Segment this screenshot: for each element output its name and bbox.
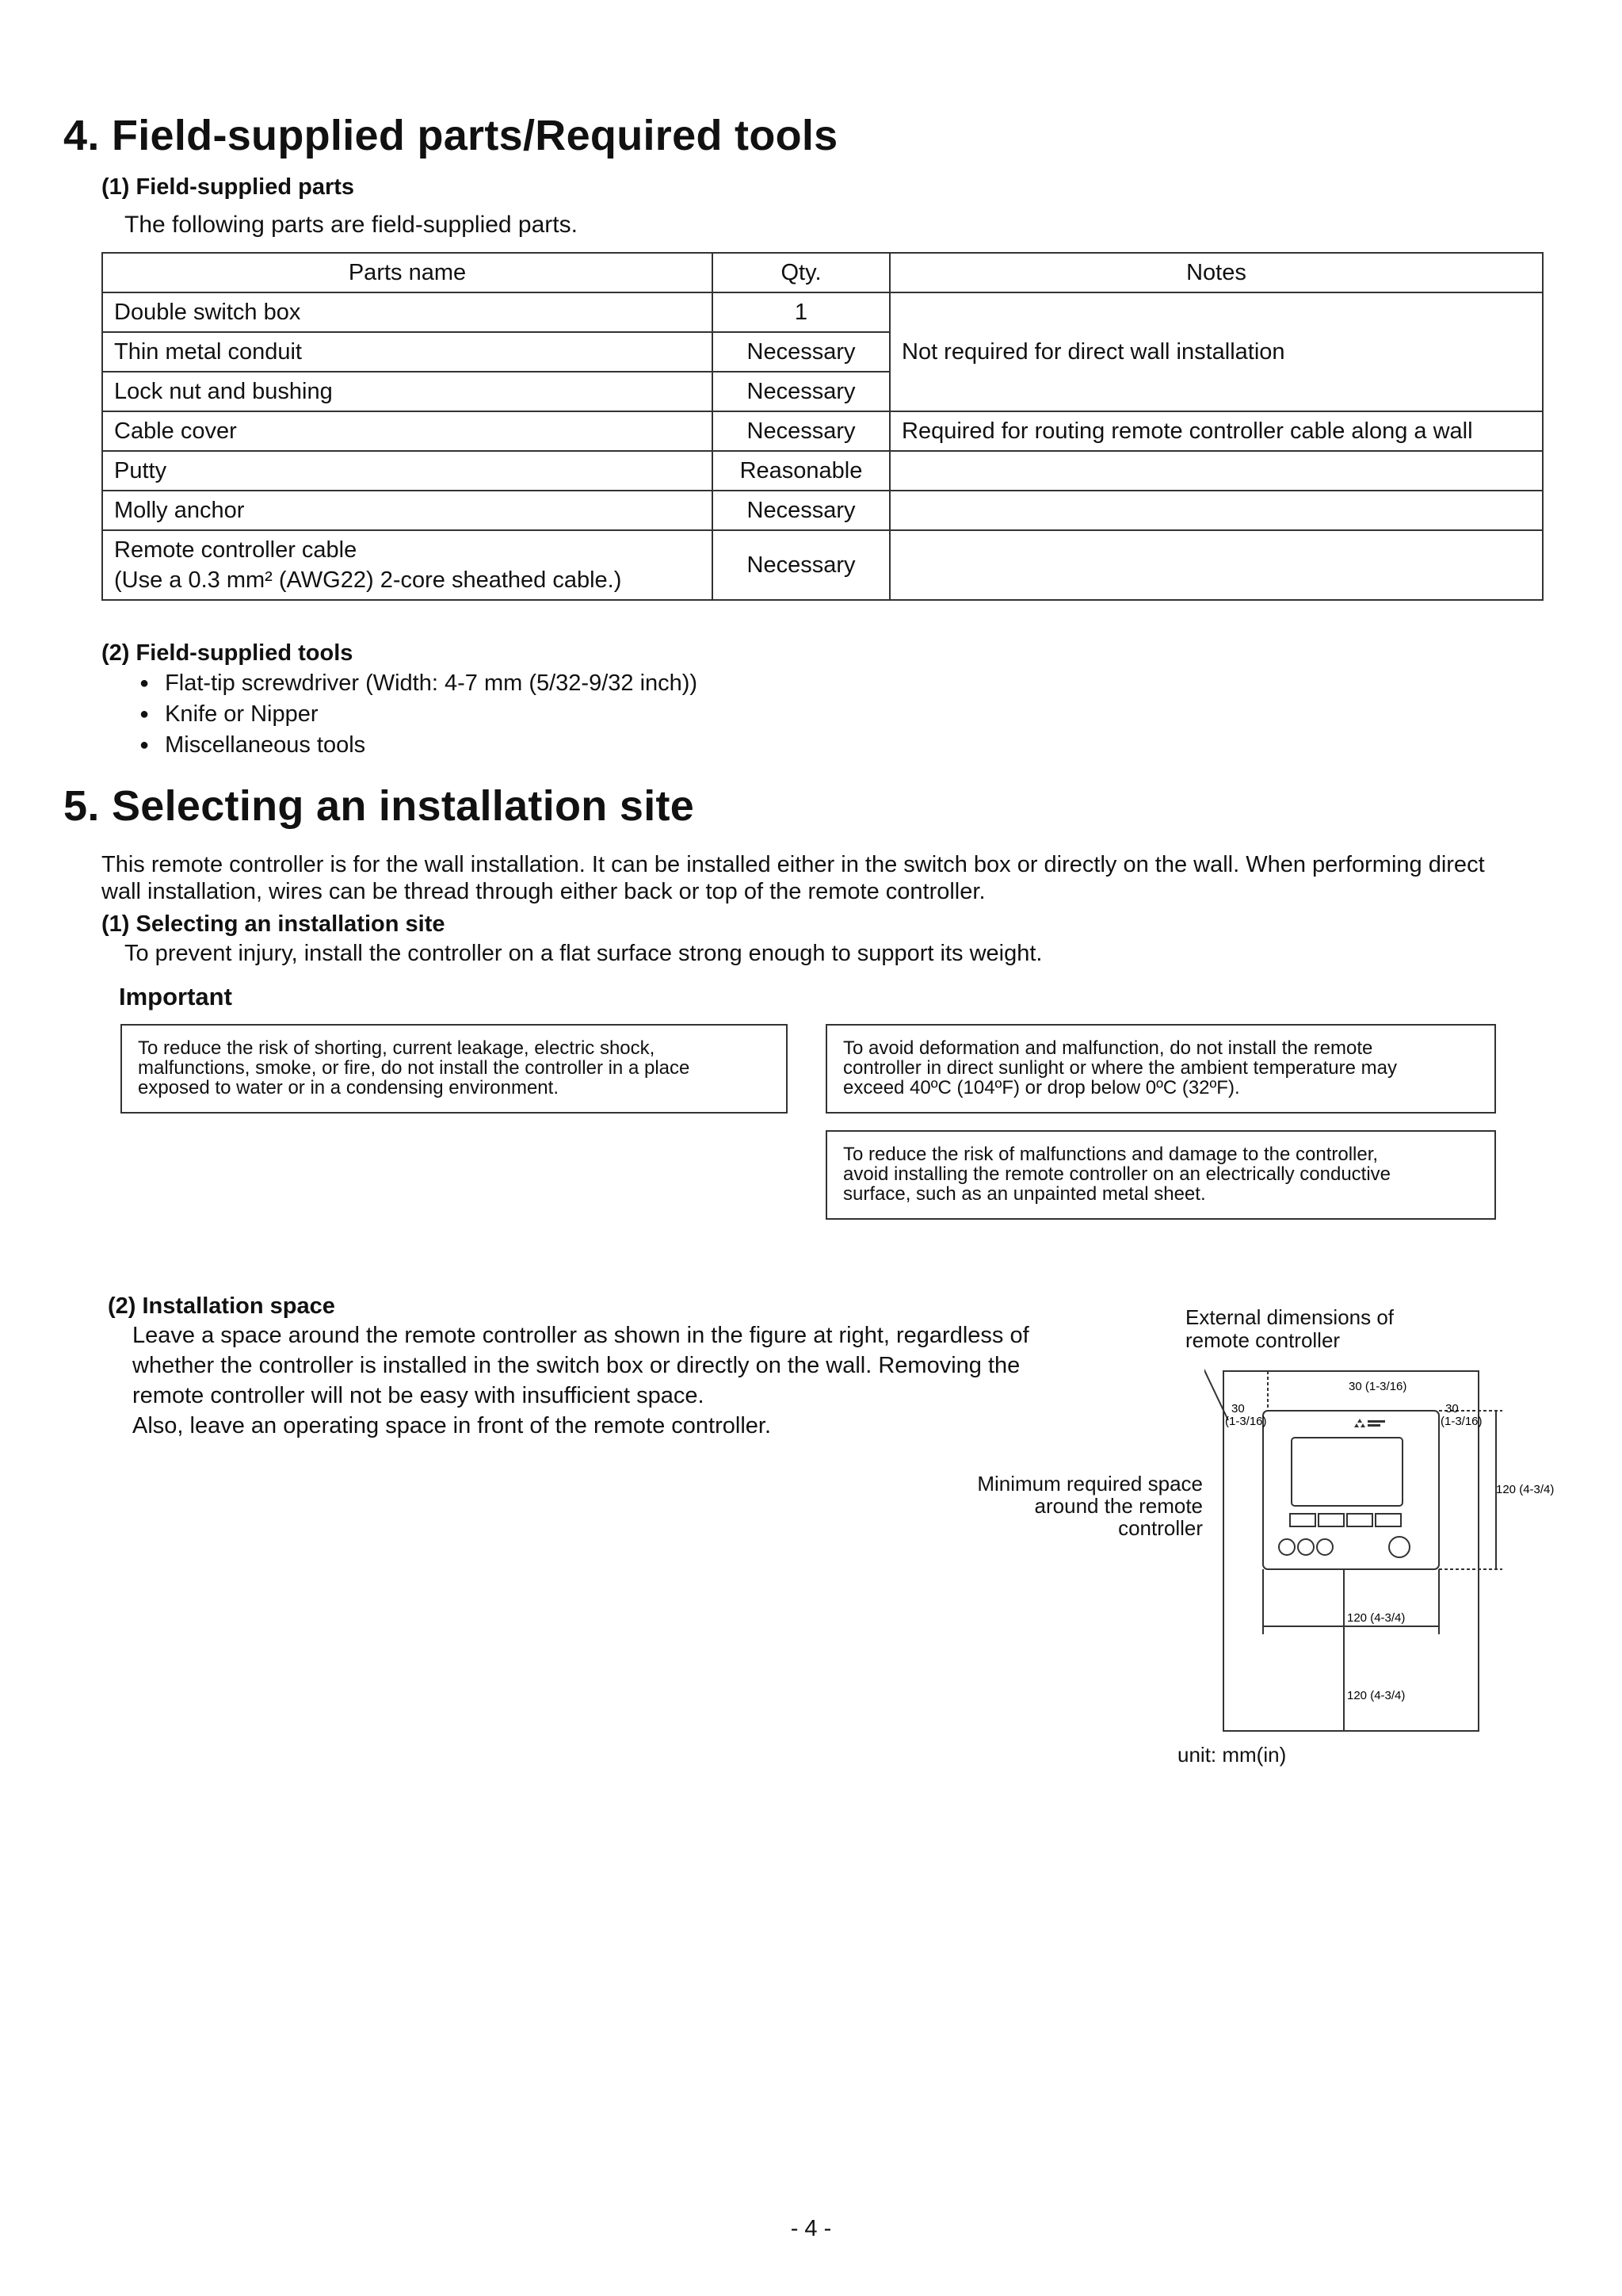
list-item: ● Miscellaneous tools <box>139 731 697 762</box>
table-row <box>102 411 1543 451</box>
box-line: exposed to water or in a condensing environment. <box>138 1077 559 1098</box>
part-name: Molly anchor <box>102 491 712 530</box>
installation-space-diagram <box>1204 1347 1569 1759</box>
box-line: controller in direct sunlight or where the ambient temperature may <box>843 1057 1397 1079</box>
part-qty: 1 <box>712 292 890 332</box>
dim-width-label: 120 (4-3/4) <box>1347 1611 1406 1625</box>
note-empty <box>890 491 1543 530</box>
part-qty: Necessary <box>712 332 890 372</box>
part-name: Thin metal conduit <box>102 332 712 372</box>
parts-intro: The following parts are field-supplied parts. <box>124 212 578 238</box>
parts-table <box>101 252 1544 601</box>
dim-right-label: 30 <box>1445 1402 1459 1415</box>
unit-label: unit: mm(in) <box>1177 1743 1287 1767</box>
leader-line <box>1204 1354 1228 1420</box>
function-button <box>1376 1514 1401 1526</box>
header-parts-name: Parts name <box>102 253 712 292</box>
function-button <box>1319 1514 1344 1526</box>
brand-logo-icon <box>1354 1419 1385 1427</box>
remote-controller-body <box>1263 1411 1439 1569</box>
min-space-label <box>919 1473 1203 1539</box>
table-row <box>102 530 1543 600</box>
section-5-intro <box>101 851 1485 905</box>
box-line: To avoid deformation and malfunction, do not install the remote <box>843 1037 1373 1059</box>
part-name <box>102 530 712 600</box>
intro-line: wall installation, wires can be thread through either back or top of the remote controller. <box>101 879 986 904</box>
subsection-heading-tools: (2) Field-supplied tools <box>101 640 353 666</box>
box-line: malfunctions, smoke, or fire, do not install the controller in a place <box>138 1057 690 1079</box>
part-qty: Reasonable <box>712 451 890 491</box>
subsection-heading-site: (1) Selecting an installation site <box>101 911 445 937</box>
function-button <box>1290 1514 1315 1526</box>
intro-line: This remote controller is for the wall installation. It can be installed either in the switch box or directly on the wall. When performing direct <box>101 852 1485 877</box>
dim-left-label: 30 <box>1231 1402 1245 1415</box>
important-box-sunlight <box>826 1024 1496 1114</box>
function-button <box>1347 1514 1372 1526</box>
label-line: remote controller <box>1185 1328 1341 1352</box>
text-line: remote controller will not be easy with insufficient space. <box>132 1383 704 1408</box>
list-item: ● Knife or Nipper <box>139 700 697 731</box>
box-line: exceed 40ºC (104ºF) or drop below 0ºC (32ºF). <box>843 1077 1240 1098</box>
part-name-line2: (Use a 0.3 mm² (AWG22) 2-core sheathed cable.) <box>114 567 622 593</box>
note-empty <box>890 530 1543 600</box>
dim-height-label: 120 (4-3/4) <box>1496 1483 1555 1496</box>
tools-list <box>139 669 697 762</box>
text-line: Also, leave an operating space in front of the remote controller. <box>132 1413 772 1438</box>
page-number: - 4 - <box>790 2216 832 2241</box>
external-dimensions-label <box>1185 1306 1394 1352</box>
note-empty <box>890 451 1543 491</box>
important-box-conductive <box>826 1130 1496 1220</box>
important-box-water <box>120 1024 788 1114</box>
label-line: Minimum required space <box>977 1472 1203 1496</box>
header-qty: Qty. <box>712 253 890 292</box>
part-name: Lock nut and bushing <box>102 372 712 411</box>
part-name: Double switch box <box>102 292 712 332</box>
box-line: surface, such as an unpainted metal sheet. <box>843 1183 1206 1205</box>
table-row <box>102 491 1543 530</box>
return-button-icon <box>1298 1539 1314 1555</box>
label-line: External dimensions of <box>1185 1305 1395 1329</box>
note-wall: Not required for direct wall installation <box>890 292 1543 411</box>
part-qty: Necessary <box>712 372 890 411</box>
dim-left-label-in: (1-3/16) <box>1225 1415 1267 1428</box>
list-item: ● Flat-tip screwdriver (Width: 4-7 mm (5/32-9/32 inch)) <box>139 669 697 700</box>
part-qty: Necessary <box>712 491 890 530</box>
header-notes: Notes <box>890 253 1543 292</box>
text-line: Leave a space around the remote controller as shown in the figure at right, regardless of <box>132 1323 1029 1348</box>
subsection-heading-parts: (1) Field-supplied parts <box>101 174 355 200</box>
note-cable-cover: Required for routing remote controller cable along a wall <box>890 411 1543 451</box>
box-line: avoid installing the remote controller on an electrically conductive <box>843 1163 1391 1185</box>
select-button-icon <box>1317 1539 1333 1555</box>
power-button-icon <box>1389 1537 1410 1557</box>
menu-button-icon <box>1279 1539 1295 1555</box>
space-text <box>132 1320 1029 1441</box>
box-line: To reduce the risk of shorting, current leakage, electric shock, <box>138 1037 655 1059</box>
table-row <box>102 292 1543 332</box>
part-name-line1: Remote controller cable <box>114 537 357 563</box>
label-line: around the remote <box>1034 1494 1203 1518</box>
dim-top-label: 30 (1-3/16) <box>1349 1380 1407 1393</box>
section-4-title: 4. Field-supplied parts/Required tools <box>63 112 838 159</box>
site-text: To prevent injury, install the controller on a flat surface strong enough to support its weight. <box>124 941 1043 966</box>
dim-right-label-in: (1-3/16) <box>1441 1415 1483 1428</box>
dim-bottom-label: 120 (4-3/4) <box>1347 1689 1406 1702</box>
subsection-heading-space: (2) Installation space <box>108 1293 335 1319</box>
box-line: To reduce the risk of malfunctions and damage to the controller, <box>843 1144 1379 1165</box>
table-row <box>102 451 1543 491</box>
part-qty: Necessary <box>712 411 890 451</box>
part-qty: Necessary <box>712 530 890 600</box>
table-header-row <box>102 253 1543 292</box>
part-name: Putty <box>102 451 712 491</box>
important-label: Important <box>119 983 232 1010</box>
label-line: controller <box>1118 1516 1203 1540</box>
part-name: Cable cover <box>102 411 712 451</box>
section-5-title: 5. Selecting an installation site <box>63 782 695 830</box>
text-line: whether the controller is installed in the switch box or directly on the wall. Removing the <box>132 1353 1021 1378</box>
controller-screen <box>1292 1438 1403 1506</box>
